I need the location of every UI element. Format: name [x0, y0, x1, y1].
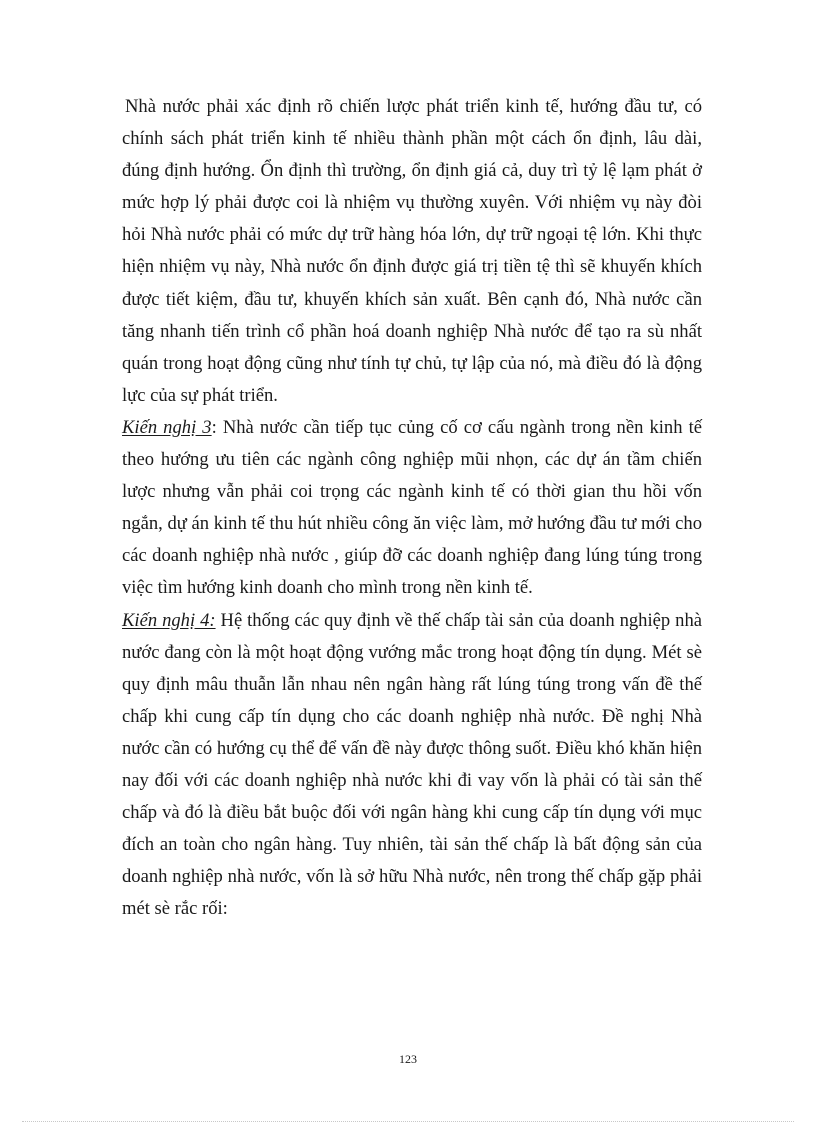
paragraph-intro: Nhà nước phải xác định rõ chiến lược phát triển kinh tế, hướng đầu tư, có chính sách phát triển kinh tế nhiều thành phần một cách ổn định, lâu dài, đúng định hướng. Ổn định thì trường, ổn định giá cả, duy trì tỷ lệ lạm phát ở mức hợp lý phải được coi là nhiệm vụ thường xuyên. Với nhiệm vụ này đòi hỏi Nhà nước phải có mức dự trữ hàng hóa lớn, dự trữ ngoại tệ lớn. Khi thực hiện nhiệm vụ này, Nhà nước ổn định được giá trị tiền tệ thì sẽ khuyến khích được tiết kiệm, đầu tư, khuyến khích sản xuất. Bên cạnh đó, Nhà nước cần tăng nhanh tiến trình cổ phần hoá doanh nghiệp Nhà nước để tạo ra sù nhất quán trong hoạt động cũng như tính tự chủ, tự lập của nó, mà điều đó là động lực của sự phát triển.	[122, 96, 702, 406]
page-bottom-divider	[22, 1121, 794, 1122]
recommendation-3-separator: :	[211, 416, 223, 438]
recommendation-4-label: Kiến nghị 4:	[122, 609, 216, 631]
recommendation-3-label: Kiến nghị 3	[122, 416, 212, 438]
recommendation-4-text: Hệ thống các quy định về thế chấp tài sản của doanh nghiệp nhà nước đang còn là một hoạt động vướng mắc trong hoạt động tín dụng. Mét sè quy định mâu thuẫn lẫn nhau nên ngân hàng rất lúng túng trong vấn đề thế chấp khi cung cấp tín dụng cho các doanh nghiệp nhà nước. Đề nghị Nhà nước cần có hướng cụ thể để vấn đề này được thông suốt. Điều khó khăn hiện nay đối với các doanh nghiệp nhà nước khi đi vay vốn là phải có tài sản thế chấp và đó là điều bắt buộc đối với ngân hàng khi cung cấp tín dụng với mục đích an toàn cho ngân hàng. Tuy nhiên, tài sản thế chấp là bất động sản của doanh nghiệp nhà nước, vốn là sở hữu Nhà nước, nên trong thế chấp gặp phải mét sè rắc rối:	[122, 609, 702, 920]
paragraph-recommendation-3	[122, 412, 702, 605]
recommendation-3-text: Nhà nước cần tiếp tục củng cố cơ cấu ngành trong nền kinh tế theo hướng ưu tiên các ngành công nghiệp mũi nhọn, các dự án tầm chiến lược nhưng vẫn phải coi trọng các ngành kinh tế có thời gian thu hồi vốn ngắn, dự án kinh tế thu hút nhiều công ăn việc làm, mở hướng đầu tư mới cho các doanh nghiệp nhà nước , giúp đỡ các doanh nghiệp đang lúng túng trong việc tìm hướng kinh doanh cho mình trong nền kinh tế.	[122, 416, 702, 599]
body-text	[122, 91, 702, 925]
paragraph-recommendation-4	[122, 605, 702, 926]
page-number: 123	[399, 1052, 417, 1066]
